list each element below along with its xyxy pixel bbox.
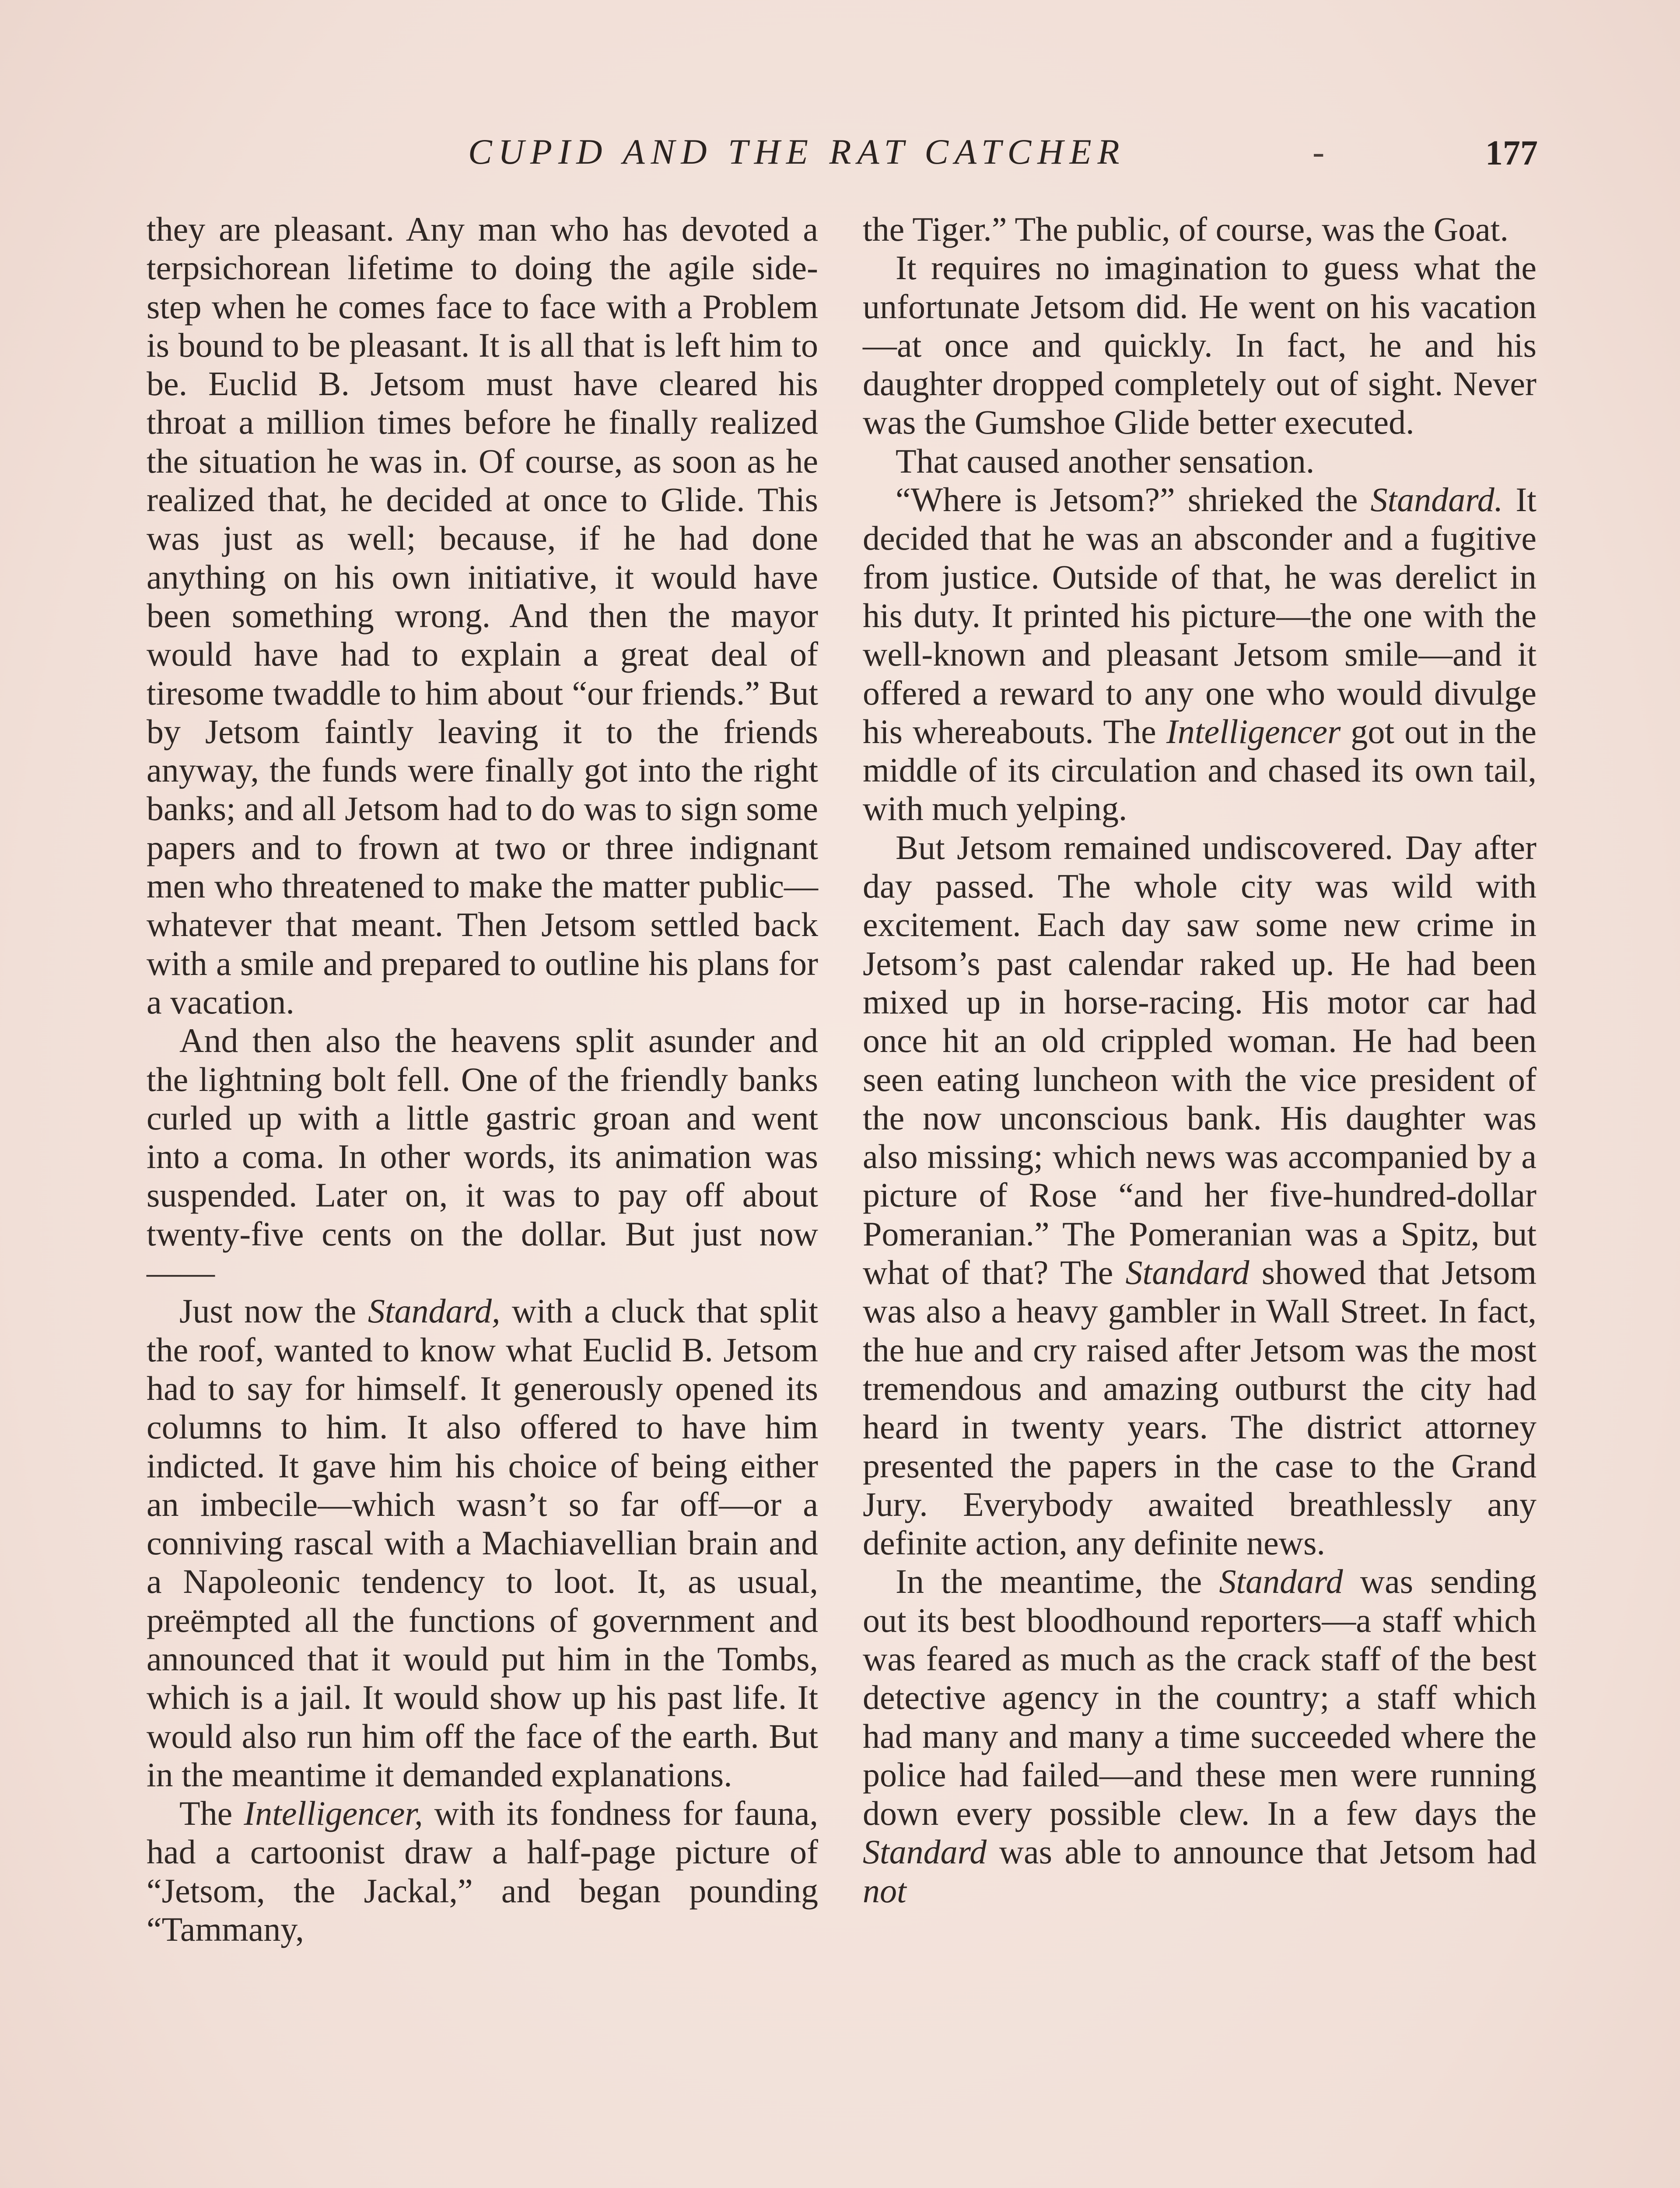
text-segment: they are pleasant. Any man who has devoted a terpsichorean lifetime to doing the agile side-step when he comes face to face with a Problem is bound to be pleasant. It is all that is left him to be. Euclid B. Jetsom must have cleared his throat a million times before he finally realized the situation he was in. Of course, as soon as he realized that, he decided at once to Glide. This was just as well; because, if he had done anything on his own initiative, it would have been something wrong. And then the mayor would have had to explain a great deal of tiresome twaddle to him about “our friends.” But by Jetsom faintly leaving it to the friends anyway, the funds were finally got into the right banks; and all Jetsom had to do was to sign some papers and to frown at two or three indignant men who threatened to make the matter public—whatever that meant. Then Jetsom settled back with a smile and prepared to outline his plans for a vacation.	[147, 210, 818, 1021]
italic-publication-name: Standard.	[1370, 480, 1503, 519]
paragraph	[147, 210, 818, 1021]
paragraph	[863, 828, 1536, 1563]
italic-publication-name: Standard	[1219, 1562, 1343, 1601]
text-segment: with a cluck that split the roof, wanted to know what Euclid B. Jetsom had to say for himself. It generously opened its columns to him. It also offered to have him indicted. It gave him his choice of being either an imbecile—which wasn’t so far off—or a conniving rascal with a Machiavellian brain and a Napoleonic tendency to loot. It, as usual, preëmpted all the functions of government and announced that it would put him in the Tombs, which is a jail. It would show up his past life. It would also run him off the face of the earth. But in the meantime it demanded explanations.	[147, 1292, 819, 1794]
italic-publication-name: Intelligencer,	[244, 1794, 423, 1833]
italic-publication-name: Standard	[863, 1833, 987, 1871]
paragraph	[147, 1794, 818, 1949]
paragraph	[863, 210, 1536, 249]
text-segment: was able to announce that Jetsom had	[987, 1833, 1536, 1871]
text-segment: The	[179, 1794, 244, 1833]
text-segment: That caused another sensation.	[896, 442, 1315, 480]
paragraph	[863, 1562, 1536, 1910]
text-segment: In the meantime, the	[896, 1562, 1219, 1601]
text-segment: with its fondness for fauna, had a cartoonist draw a half-page picture of “Jetsom, the Jackal,” and began pounding “Tammany,	[147, 1794, 819, 1949]
right-text-column	[863, 210, 1536, 1910]
text-segment: It requires no imagination to guess what the unfortunate Jetsom did. He went on his vacation—at once and quickly. In fact, he and his daughter dropped completely out of sight. Never was the Gumshoe Glide better executed.	[863, 249, 1536, 442]
paragraph	[863, 249, 1536, 442]
header-separator: -	[1312, 132, 1325, 172]
running-title: CUPID AND THE RAT CATCHER	[468, 132, 1126, 172]
italic-emphasis: not	[863, 1871, 906, 1910]
text-segment: And then also the heavens split asunder and the lightning bolt fell. One of the friendly banks curled up with a little gastric groan and went into a coma. In other words, its animation was suspended. Later on, it was to pay off about twenty-five cents on the dollar. But just now——	[147, 1021, 818, 1292]
text-segment: “Where is Jetsom?” shrieked the	[896, 480, 1371, 519]
italic-publication-name: Intelligencer	[1166, 712, 1341, 750]
paragraph	[147, 1021, 818, 1292]
page-number: 177	[1485, 134, 1538, 172]
paragraph	[863, 442, 1536, 480]
text-segment: was sending out its best bloodhound reporters—a staff which was feared as much as the crack staff of the best detective agency in the country; a staff which had many and many a time succeeded where the police had failed—and these men were running down every possible clew. In a few days the	[863, 1562, 1536, 1833]
italic-publication-name: Standard	[1125, 1253, 1250, 1292]
paragraph	[147, 1292, 818, 1794]
text-segment: showed that Jetsom was also a heavy gambler in Wall Street. In fact, the hue and cry raised after Jetsom was the most tremendous and amazing outburst the city had heard in twenty years. The district attorney presented the papers in the case to the Grand Jury. Everybody awaited breathlessly any definite action, any definite news.	[863, 1253, 1536, 1562]
left-text-column	[147, 210, 818, 1949]
text-segment: the Tiger.” The public, of course, was the Goat.	[863, 210, 1508, 248]
paragraph	[863, 480, 1536, 828]
text-segment: But Jetsom remained undiscovered. Day after day passed. The whole city was wild with excitement. Each day saw some new crime in Jetsom’s past calendar raked up. He had been mixed up in horse-racing. His motor car had once hit an old crippled woman. He had been seen eating luncheon with the vice president of the now unconscious bank. His daughter was also missing; which news was accompanied by a picture of Rose “and her five-hundred-dollar Pomeranian.” The Pomeranian was a Spitz, but what of that? The	[863, 828, 1536, 1292]
text-segment: got out in the middle of its circulation and chased its own tail, with much yelping.	[863, 712, 1536, 828]
text-segment: Just now the	[179, 1292, 368, 1330]
text-segment: It decided that he was an absconder and a fugitive from justice. Outside of that, he was derelict in his duty. It printed his picture—the one with the well-known and pleasant Jetsom smile—and it offered a reward to any one who would divulge his whereabouts. The	[863, 480, 1536, 750]
italic-publication-name: Standard,	[368, 1292, 500, 1330]
